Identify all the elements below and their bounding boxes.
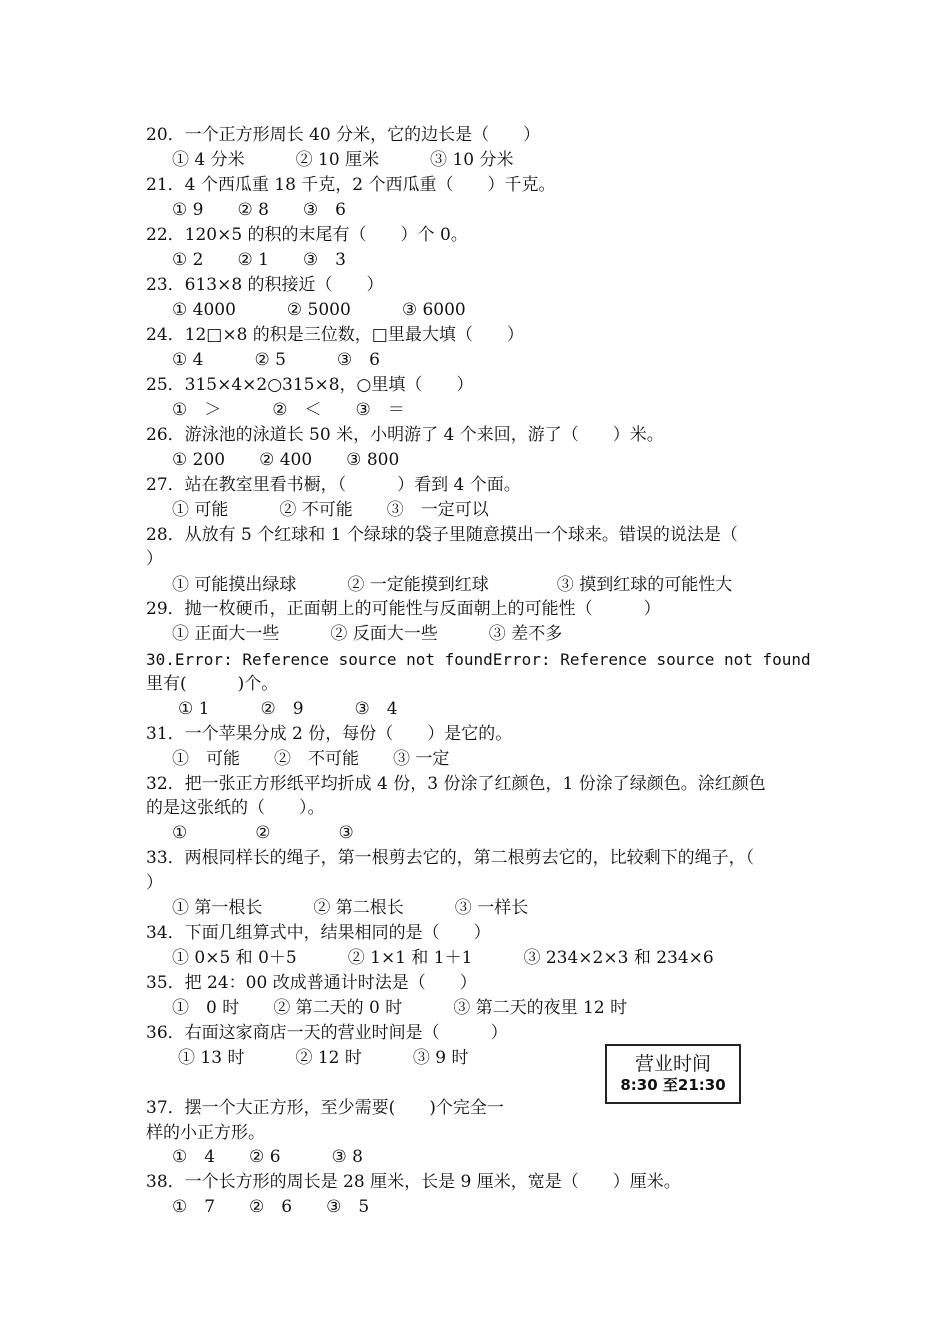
question-33: 33．两根同样长的绳子，第一根剪去它的，第二根剪去它的，比较剩下的绳子，（ <box>146 848 755 868</box>
question-25: 25．315×4×2○315×8，○里填（ ） <box>146 375 474 395</box>
question-29-options: ① 正面大一些 ② 反面大一些 ③ 差不多 <box>172 624 563 644</box>
question-30-continued: 里有( )个。 <box>146 674 279 694</box>
question-26-options: ① 200 ② 400 ③ 800 <box>172 450 400 470</box>
question-35: 35．把 24：00 改成普通计时法是（ ） <box>146 973 477 993</box>
question-37-continued: 样的小正方形。 <box>146 1123 265 1143</box>
question-21: 21．4 个西瓜重 18 千克，2 个西瓜重（ ）千克。 <box>146 175 556 195</box>
question-36: 36．右面这家商店一天的营业时间是（ ） <box>146 1023 508 1043</box>
question-23: 23．613×8 的积接近（ ） <box>146 275 384 295</box>
question-27-options: ① 可能 ② 不可能 ③ 一定可以 <box>172 500 489 520</box>
question-38-options: ① 7 ② 6 ③ 5 <box>172 1197 370 1217</box>
question-32-continued: 的是这张纸的（ ）。 <box>146 798 325 818</box>
question-24: 24．12□×8 的积是三位数，□里最大填（ ） <box>146 325 524 345</box>
question-27: 27．站在教室里看书橱，（ ）看到 4 个面。 <box>146 475 521 495</box>
question-37-options: ① 4 ② 6 ③ 8 <box>172 1147 363 1167</box>
business-hours-sign <box>605 1044 741 1104</box>
question-21-options: ① 9 ② 8 ③ 6 <box>172 200 346 220</box>
question-34-options: ① 0×5 和 0＋5 ② 1×1 和 1＋1 ③ 234×2×3 和 234×6 <box>172 948 714 968</box>
sign-title: 营业时间 <box>634 1053 711 1075</box>
question-22-options: ① 2 ② 1 ③ 3 <box>172 250 346 270</box>
question-29: 29．抛一枚硬币，正面朝上的可能性与反面朝上的可能性（ ） <box>146 599 661 619</box>
question-22: 22．120×5 的积的末尾有（ ）个 0。 <box>146 225 468 245</box>
question-36-options: ① 13 时 ② 12 时 ③ 9 时 <box>178 1048 469 1068</box>
question-31: 31．一个苹果分成 2 份，每份（ ）是它的。 <box>146 724 513 744</box>
question-25-options: ① ＞ ② ＜ ③ ＝ <box>172 400 405 420</box>
question-20-options: ① 4 分米 ② 10 厘米 ③ 10 分米 <box>172 150 514 170</box>
question-30-options: ① 1 ② 9 ③ 4 <box>178 699 398 719</box>
question-20: 20．一个正方形周长 40 分米，它的边长是（ ） <box>146 125 541 145</box>
question-33-options: ① 第一根长 ② 第二根长 ③ 一样长 <box>172 898 529 918</box>
question-38: 38．一个长方形的周长是 28 厘米，长是 9 厘米，宽是（ ）厘米。 <box>146 1172 681 1192</box>
question-31-options: ① 可能 ② 不可能 ③ 一定 <box>172 749 450 769</box>
question-24-options: ① 4 ② 5 ③ 6 <box>172 350 380 370</box>
question-32-options: ① ② ③ <box>172 823 354 843</box>
question-33-continued: ） <box>146 873 163 893</box>
question-35-options: ① 0 时 ② 第二天的 0 时 ③ 第二天的夜里 12 时 <box>172 998 628 1018</box>
question-32: 32．把一张正方形纸平均折成 4 份，3 份涂了红颜色，1 份涂了绿颜色。涂红颜色 <box>146 774 766 794</box>
question-26: 26．游泳池的泳道长 50 米，小明游了 4 个来回，游了（ ）米。 <box>146 425 664 445</box>
sign-hours: 8:30 至21:30 <box>620 1076 726 1094</box>
question-37: 37．摆一个大正方形，至少需要( )个完全一 <box>146 1098 504 1118</box>
question-34: 34．下面几组算式中，结果相同的是（ ） <box>146 923 491 943</box>
question-28-options: ① 可能摸出绿球 ② 一定能摸到红球 ③ 摸到红球的可能性大 <box>172 575 733 595</box>
question-23-options: ① 4000 ② 5000 ③ 6000 <box>172 300 466 320</box>
question-28-continued: ） <box>146 549 163 569</box>
question-28: 28．从放有 5 个红球和 1 个绿球的袋子里随意摸出一个球来。错误的说法是（ <box>146 525 738 545</box>
question-30: 30.Error: Reference source not foundError: Reference source not found <box>146 650 811 669</box>
